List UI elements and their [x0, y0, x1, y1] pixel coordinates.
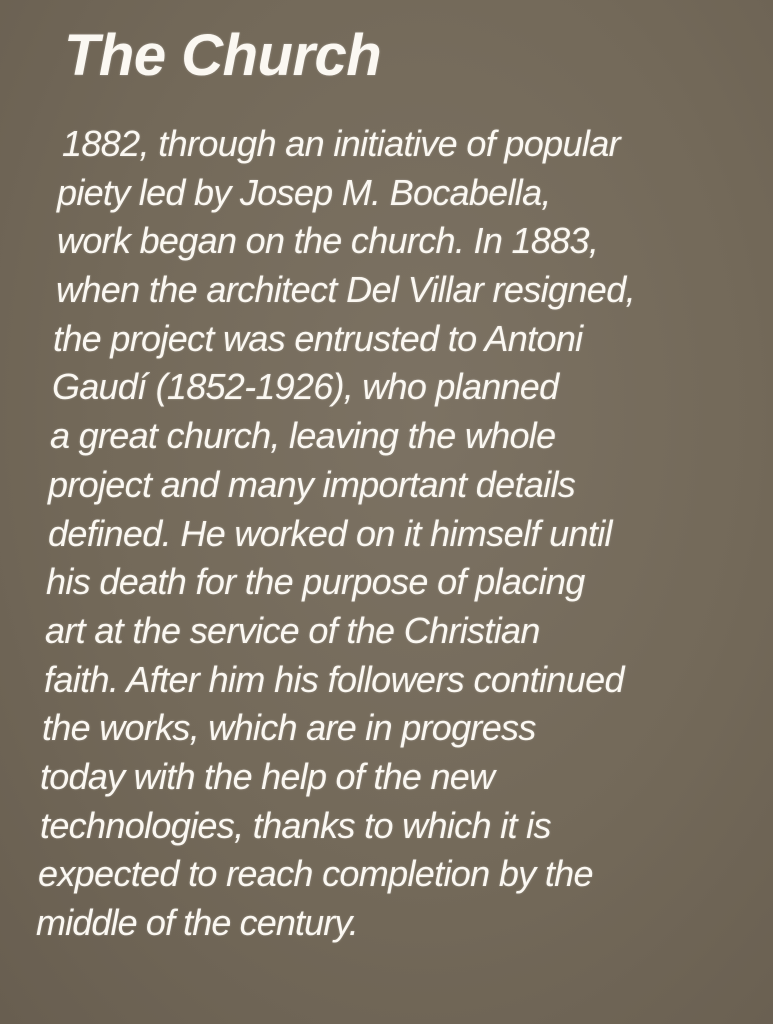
- text-line: expected to reach completion by the: [38, 853, 593, 895]
- text-line: work began on the church. In 1883,: [57, 220, 599, 262]
- text-line: the project was entrusted to Antoni: [53, 317, 583, 359]
- panel-title: The Church: [64, 23, 382, 88]
- text-line: a great church, leaving the whole: [50, 415, 556, 457]
- text-line: Gaudí (1852-1926), who planned: [52, 366, 559, 408]
- text-line: defined. He worked on it himself until: [48, 512, 612, 554]
- text-line: his death for the purpose of placing: [46, 561, 585, 603]
- text-line: 1882, through an initiative of popular: [62, 123, 621, 164]
- text-line: technologies, thanks to which it is: [40, 804, 551, 846]
- text-line: the works, which are in progress: [42, 707, 536, 749]
- text-line: when the architect Del Villar resigned,: [56, 269, 635, 311]
- text-line: project and many important details: [48, 463, 576, 505]
- text-line: piety led by Josep M. Bocabella,: [57, 171, 551, 213]
- text-line: art at the service of the Christian: [45, 609, 540, 651]
- text-line: today with the help of the new: [40, 755, 495, 797]
- panel-body-text: [0, 120, 773, 948]
- text-line: middle of the century.: [36, 902, 358, 943]
- text-line: faith. After him his followers continued: [44, 658, 624, 700]
